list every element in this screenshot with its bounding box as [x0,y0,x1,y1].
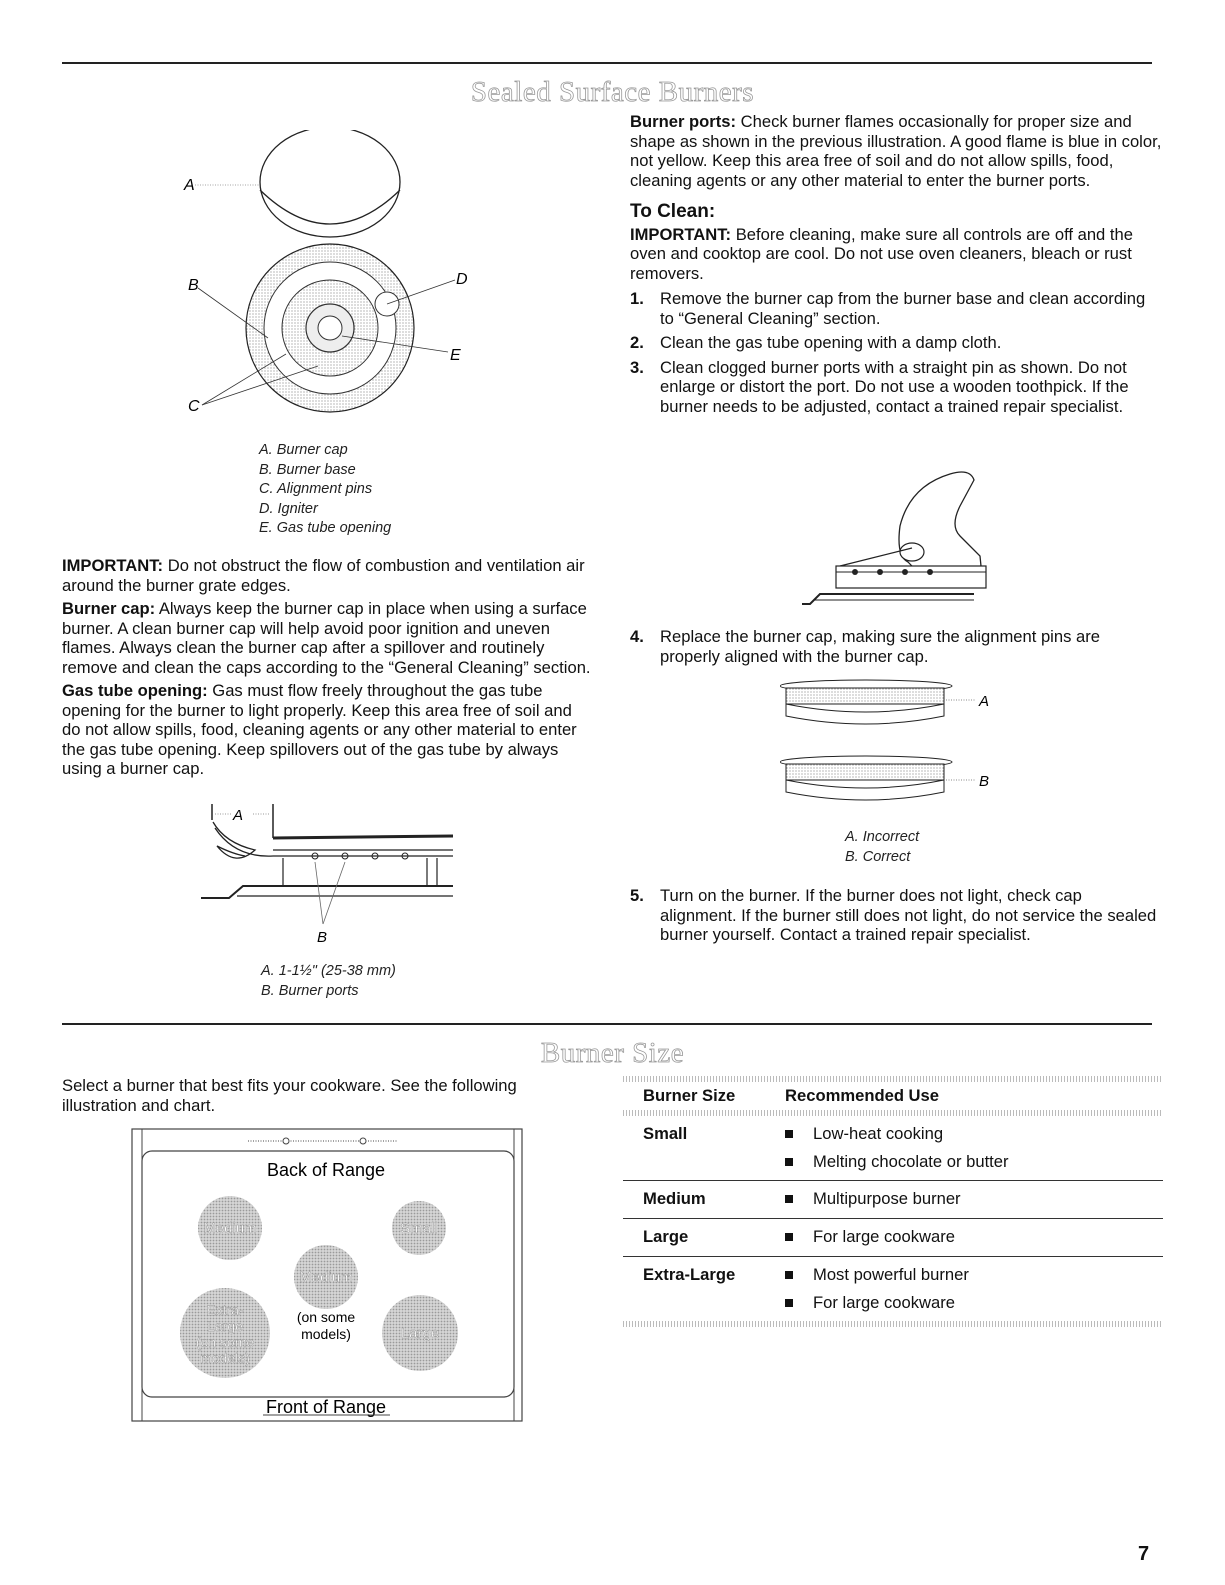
cleaning-steps [630,289,1162,416]
step-2: 2. Clean the gas tube opening with a damp cloth. [630,333,1002,352]
cell-use: Low-heat cooking [785,1124,943,1144]
fig2-label-a: A [233,807,244,824]
header-recommended-use: Recommended Use [785,1086,940,1105]
cap-alignment-figure [780,676,1000,806]
burner-medium-center-note: models) [301,1326,351,1342]
fig1-label-b: B [188,277,199,294]
back-of-range-label: Back of Range [266,1160,386,1180]
burner-xl-label: Large [207,1318,243,1334]
fig1-caption [259,441,391,539]
burner-ports-paragraph: Burner ports: Check burner flames occasionally for proper size and shape as shown in the previous illustration. A good flame is blue in color, not yellow. Keep this area free of soil and do not allow spills, food, cleaning agents or any other material to enter the burner ports. [630,112,1162,190]
fig1-label-e: E [450,347,461,364]
fig2-caption-line: A. 1-1½" (25-38 mm) [261,963,396,979]
burner-medium-left-label: Medium [203,1220,257,1237]
table-divider [623,1256,1163,1257]
cell-size: Medium [643,1189,706,1208]
fig1-label-d: D [456,271,468,288]
fig4-label-b: B [979,773,990,790]
step-4-block [630,627,1162,671]
range-burner-diagram [128,1125,526,1425]
cell-size: Small [643,1124,688,1143]
burner-medium-center-note: (on some [296,1309,356,1325]
fig4-caption-line: A. Incorrect [845,829,920,845]
fig1-label-a: A [184,177,195,194]
cell-size: Extra-Large [643,1265,736,1284]
front-of-range-label: Front of Range [265,1397,387,1417]
section-title-burner-size: Burner Size [540,1037,685,1069]
fig2-label-b: B [317,929,328,946]
fig4-caption-line: B. Correct [845,848,911,865]
burner-xl-label: Extra- [206,1302,244,1318]
gas-tube-paragraph: Gas tube opening: Gas must flow freely throughout the gas tube opening for the burner to light properly. Keep this area free of soil and do not allow spills, food, cleaning agents or any other material to enter the gas tube opening. Keep spillovers out of the gas tube by always using a burner cap. [62,681,577,778]
burner-large [382,1295,458,1371]
fig2-caption [261,962,396,1001]
burner-cap-paragraph: Burner cap: Always keep the burner cap in place when using a surface burner. A clean burner cap will help avoid poor ignition and uneven flames. Always clean the burner cap after a spillover and routinely remove and clean the caps according to the “General Cleaning” section. [62,599,591,677]
burner-size-rule [62,1023,1152,1025]
step-1: 1. Remove the burner cap from the burner base and clean according to “General Cleaning” section. [630,289,1146,328]
burner-size-intro: Select a burner that best fits your cookware. See the following illustration and chart. [62,1076,517,1115]
left-column-text [62,556,592,783]
burner-small-label: Small [400,1220,438,1237]
step-5-block [630,886,1162,950]
step-4: 4. Replace the burner cap, making sure the alignment pins are properly aligned with the burner cap. [630,627,1100,666]
burner-large-label: Large [400,1325,440,1342]
fig1-label-c: C [188,398,200,415]
flame-figure [195,798,465,958]
burner-medium-center [294,1245,358,1342]
fig1-caption-line: C. Alignment pins [259,481,373,498]
fig1-caption-line: A. Burner cap [259,442,348,458]
cell-use: Multipurpose burner [785,1189,961,1209]
cap-incorrect-drawing [780,680,989,724]
step-3: 3. Clean clogged burner ports with a straight pin as shown. Do not enlarge or distort the port. Do not use a wooden toothpick. If the burner needs to be adjusted, contact a trained repair specialist. [630,357,1129,416]
burner-cap-shape [260,130,400,237]
burner-medium-center-label: Medium [299,1269,353,1286]
table-divider [623,1218,1163,1219]
table-divider [623,1180,1163,1181]
cell-use: Most powerful burner [785,1265,969,1285]
fig1-caption-line: E. Gas tube opening [259,520,392,537]
cell-size: Large [643,1227,689,1246]
table-bottom-band [623,1321,1163,1327]
section-title-sealed-surface-burners: Sealed Surface Burners [470,76,755,108]
burner-assembly-figure [150,130,490,420]
pin-cleaning-figure [800,466,990,612]
cell-use: Melting chocolate or butter [785,1152,1009,1172]
to-clean-important: IMPORTANT: Before cleaning, make sure all controls are off and the oven and cooktop are cool. Do not use oven cleaners, bleach or rust removers. [630,224,1133,283]
fig4-caption [845,828,919,867]
burner-small [392,1201,446,1255]
fig4-label-a: A [979,693,990,710]
burner-xl-label: (on some [195,1334,255,1350]
fig2-caption-line: B. Burner ports [261,982,359,999]
burner-medium-left [198,1196,262,1260]
to-clean-heading: To Clean: [630,201,716,222]
cell-use: For large cookware [785,1293,955,1313]
table-top-band [623,1076,1163,1082]
step-5: 5. Turn on the burner. If the burner does not light, check cap alignment. If the burner still does not light, do not service the sealed burner yourself. Contact a trained repair specialist. [630,886,1157,944]
page-number: 7 [1138,1543,1150,1565]
burner-extra-large [180,1288,270,1378]
cell-use: For large cookware [785,1227,955,1247]
table-header-band [623,1110,1163,1116]
fig1-caption-line: B. Burner base [259,461,356,478]
cap-correct-drawing [780,756,989,800]
header-burner-size: Burner Size [643,1086,736,1105]
right-column-text [630,112,1162,421]
important-paragraph: IMPORTANT: Do not obstruct the flow of combustion and ventilation air around the burner grate edges. [62,556,585,595]
top-rule [62,62,1152,64]
burner-xl-label: models) [200,1350,250,1366]
fig1-caption-line: D. Igniter [259,500,318,517]
